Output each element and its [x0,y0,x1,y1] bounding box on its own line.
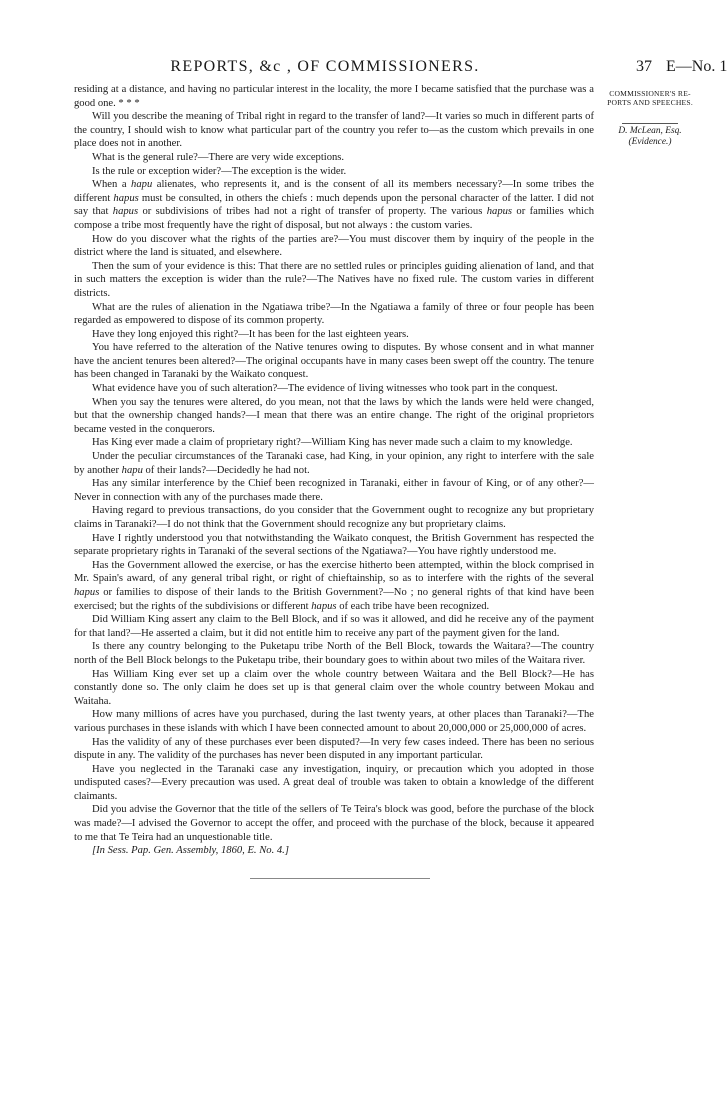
paragraph-12: When you say the tenures were altered, do you mean, not that the laws by which the lands were held were changed, but that the ownership changed hands?—I mean that there was an entire change. The right of the original proprietors became vested in the conquerors. [74,396,594,435]
paragraph-10: You have referred to the alteration of the Native tenures owing to disputes. By whose consent and in what manner have the ancient tenures been altered?—The original occupants have in many cases been swept off the country. The tenure has been changed in Taranaki by the Waikato conquest. [74,342,594,381]
citation-text: [In Sess. Pap. Gen. Assembly, 1860, E. No. 4.] [92,845,289,857]
paragraph-11: What evidence have you of such alteration?—The evidence of living witnesses who took part in the conquest. [92,383,558,395]
paragraph-18 [74,559,594,613]
paragraph-5 [74,178,594,232]
italic-term: hapus [486,206,513,218]
margin-evidence-label: (Evidence.) [628,137,672,147]
margin-witness-note [604,120,696,148]
italic-term: hapus [112,206,139,218]
paragraph-25: Did you advise the Governor that the title of the sellers of Te Teira's block was good, before the purchase of the block was made?—I advised the Governor to accept the offer, and proceed with the purchase of the block, because it appeared to me that Te Teira had an unquestionable title. [74,804,594,843]
paragraph-21: Has William King ever set up a claim over the whole country between Waitara and the Bell Block?—He has constantly done so. The only claim he does set up is that general claim over the whole country between Mokau and Waitaha. [74,668,594,707]
margin-rule [622,123,678,124]
paragraph-15: Has any similar interference by the Chief been recognized in Taranaki, either in favour of King, or of any other?—Never in connection with any of the purchases made there. [74,478,594,503]
page-number: 37 [636,58,652,75]
paragraph-17: Have I rightly understood you that notwithstanding the Waikato conquest, the British Government has respected the separate proprietary rights in Taranaki of the several sections of the Ngatiawa?—You have rightly understood me. [74,532,594,558]
citation [74,844,594,858]
paragraph-3: What is the general rule?—There are very wide exceptions. [92,151,345,163]
paragraph-19: Did William King assert any claim to the Bell Block, and if so was it allowed, and did he receive any of the payment for that land?—He asserted a claim, but it did not entitle him to receive any part of the payment given for the land. [74,614,594,639]
end-rule [250,878,430,879]
paragraph-13: Has King ever made a claim of proprietary right?—William King has never made such a claim to my knowledge. [92,437,573,449]
text-run: Has the Government allowed the exercise, or has the exercise hitherto been attempted, within the block comprised in Mr. Spain's award, of any general tribal right, or right of chieftainship, so as to interfere with the rights of the several [74,559,594,585]
paragraph-1: residing at a distance, and having no particular interest in the locality, the more I became satisfied that the purchase was a good one. * * * [74,84,594,109]
italic-term: hapus [74,586,100,598]
paragraph-22: How many millions of acres have you purchased, during the last twenty years, at other places than Taranaki?—The various purchases in these islands with which I have been connected amount to about 20,000,000 or 25,000,000 of acres. [74,709,594,734]
paragraph-14 [74,450,594,477]
running-title: REPORTS, &c , OF COMMISSIONERS. [170,58,480,75]
text-run: or families which compose a tribe most frequently have the right of disposal, but not always : the custom varies. [74,206,594,231]
paragraph-16: Having regard to previous transactions, do you consider that the Government ought to recognize any but proprietary claims in Taranaki?—I do not think that the Government should recognize any but proprietary claims. [74,505,594,530]
text-run: Under the peculiar circumstances of the Taranaki case, had King, in your opinion, any right to interfere with the sale by another [74,451,594,476]
text-run: or families to dispose of their lands to the British Government?—No ; no general rights of that kind have been exercised; but the rights of the subdivisions or different [74,586,594,612]
report-reference: E—No. 1 [666,58,727,75]
paragraph-24: Have you neglected in the Taranaki case any investigation, inquiry, or precaution which you adopted in those undisputed cases?—Every precaution was used. A great deal of trouble was taken to obtain a knowledge of the different claimants. [74,763,594,802]
margin-section-line-1: COMMISSIONER'S RE- [609,89,691,98]
paragraph-9: Have they long enjoyed this right?—It has been for the last eighteen years. [92,328,409,340]
paragraph-23: Has the validity of any of these purchases ever been disputed?—In very few cases indeed. There has been no serious dispute in any. The validity of the purchases has never been disputed in any important particular. [74,736,594,762]
page-header [70,58,727,80]
paragraph-8: What are the rules of alienation in the Ngatiawa tribe?—In the Ngatiawa a family of three or four people has been regarded as empowered to dispose of its common property. [74,301,594,327]
paragraph-2: Will you describe the meaning of Tribal right in regard to the transfer of land?—It varies so much in different parts of the country, I should wish to know what particular part of the country you refer to—as the custom which prevails in one place does not in another. [74,111,594,150]
margin-witness-name: D. McLean, Esq. [618,126,682,136]
paragraph-6: How do you discover what the rights of the parties are?—You must discover them by inquiry of the people in the district where the land is situated, and elsewhere. [74,233,594,259]
text-run: of their lands?—Decidedly he had not. [142,464,310,476]
italic-term: hapu [121,464,143,476]
text-run: alienates, who represents it, and is the consent of all its members necessary?—In some tribes the different [74,179,595,204]
paragraph-7: Then the sum of your evidence is this: That there are no settled rules or principles guiding alienation of land, and that in such matters the exception is wider than the rule?—The Natives have no fixed rule. The custom varies in different districts. [74,260,594,299]
italic-term: hapus [311,600,337,612]
text-run: of each tribe have been recognized. [336,600,490,612]
paragraph-20: Is there any country belonging to the Puketapu tribe North of the Bell Block, towards the Waitara?—The country north of the Bell Block belongs to the Puketapu tribe, their boundary goes to within about two miles of the Waitara river. [74,641,594,666]
italic-term: hapu [131,179,153,191]
text-run: or subdivisions of tribes had not a right of transfer of property. The various [138,206,487,218]
italic-term: hapus [113,192,139,204]
margin-section-line-2: PORTS AND SPEECHES. [607,98,693,107]
margin-section-note [604,89,696,107]
paragraph-4: Is the rule or exception wider?—The exception is the wider. [92,165,347,177]
text-run: must be consulted, in others the chiefs : much depends upon the personal character of the latter. I did not say that [74,192,594,218]
text-run: When a [92,179,132,191]
document-body [74,83,594,858]
